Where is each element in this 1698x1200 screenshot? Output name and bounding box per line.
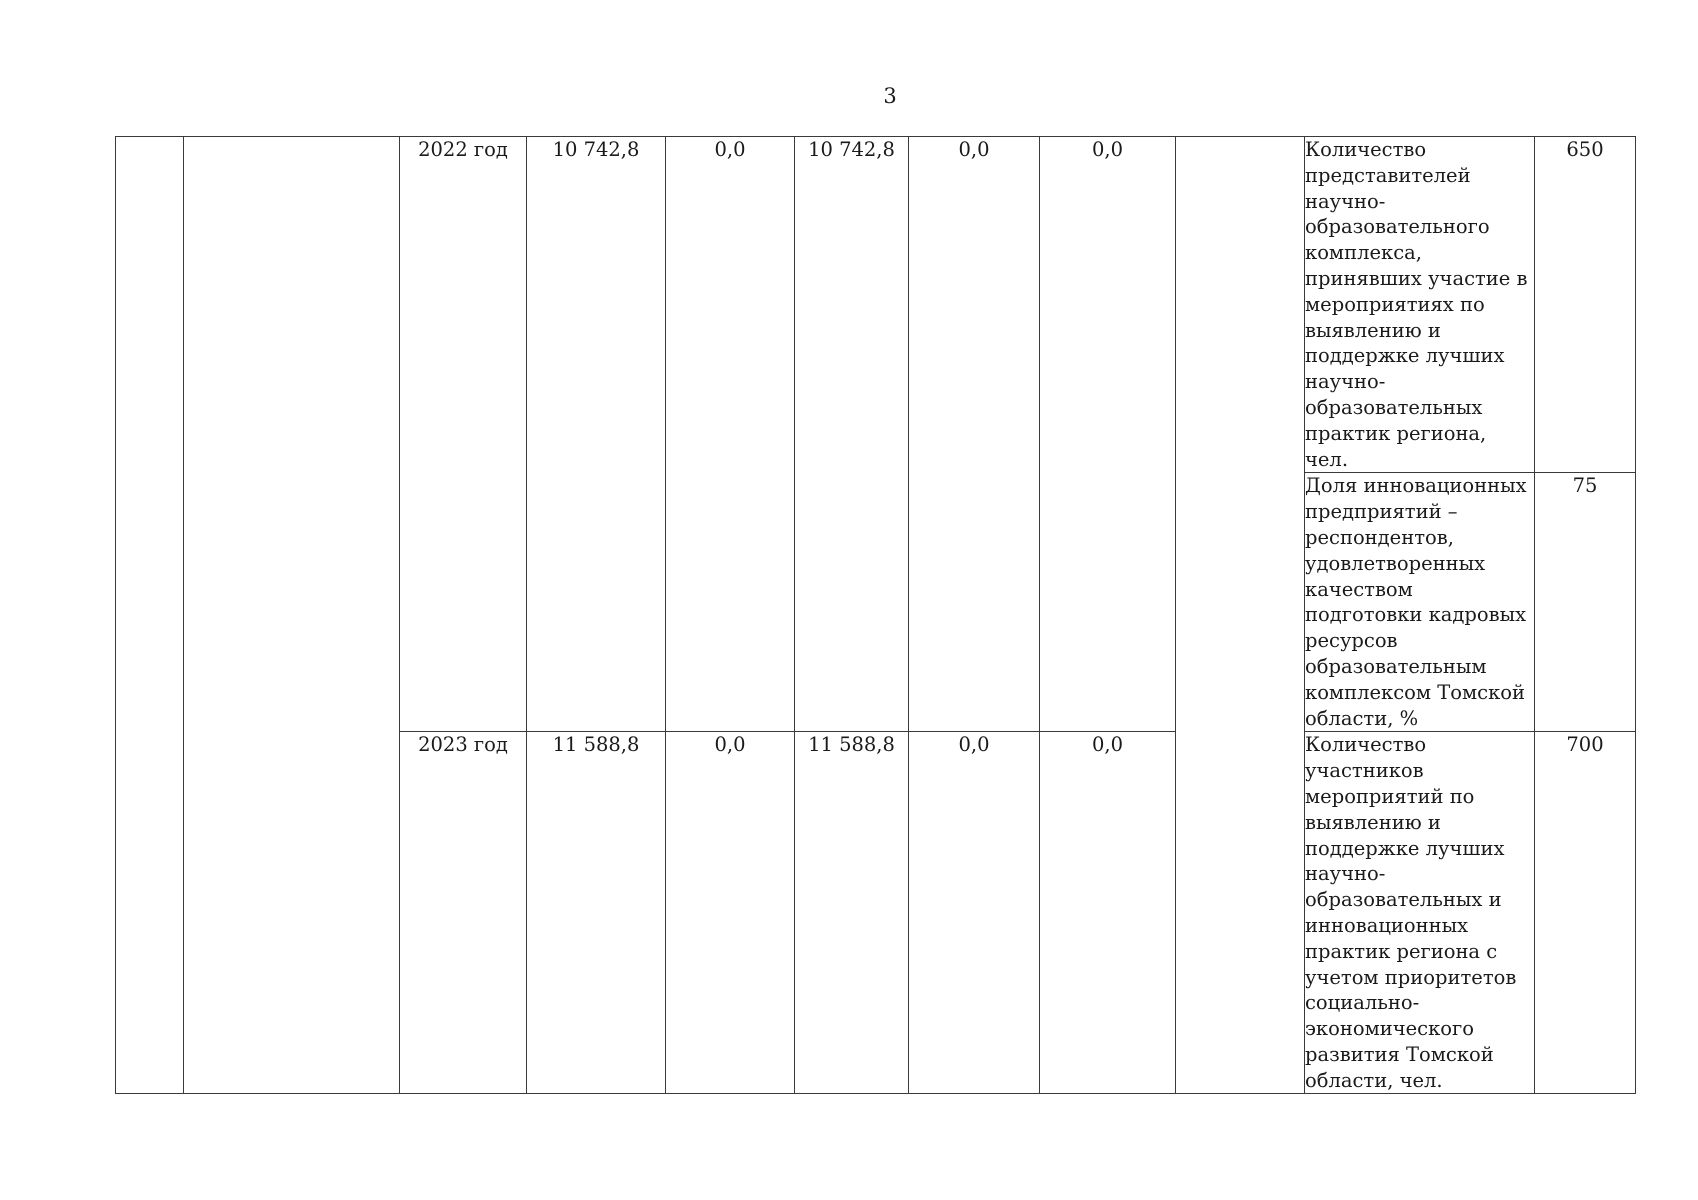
indicator-value: 700: [1535, 732, 1636, 1094]
empty-cell-name: [184, 137, 400, 1094]
year-cell: 2022 год: [400, 137, 527, 732]
local-budget-cell: 0,0: [909, 137, 1040, 732]
indicator-name: Количество представителей научно-образовательного комплекса, принявших участие в мероприятиях по выявлению и поддержке лучших научно-образовательных практик региона, чел.: [1305, 137, 1535, 473]
regional-budget-cell: 10 742,8: [795, 137, 909, 732]
page-number: 3: [883, 84, 897, 108]
total-cell: 10 742,8: [527, 137, 666, 732]
indicator-value: 650: [1535, 137, 1636, 473]
indicator-value: 75: [1535, 473, 1636, 732]
budget-table: [115, 136, 1636, 1094]
total-cell: 11 588,8: [527, 732, 666, 1094]
federal-budget-cell: 0,0: [666, 732, 795, 1094]
other-sources-cell: 0,0: [1040, 137, 1176, 732]
empty-cell-executor: [1176, 137, 1305, 1094]
other-sources-cell: 0,0: [1040, 732, 1176, 1094]
federal-budget-cell: 0,0: [666, 137, 795, 732]
regional-budget-cell: 11 588,8: [795, 732, 909, 1094]
empty-cell-number: [116, 137, 184, 1094]
indicator-name: Количество участников мероприятий по выявлению и поддержке лучших научно-образовательных и инновационных практик региона с учетом приоритетов социально-экономического развития Томской области, чел.: [1305, 732, 1535, 1094]
year-cell: 2023 год: [400, 732, 527, 1094]
table-row: [116, 137, 1636, 473]
local-budget-cell: 0,0: [909, 732, 1040, 1094]
indicator-name: Доля инновационных предприятий – респондентов, удовлетворенных качеством подготовки кадровых ресурсов образовательным комплексом Томской области, %: [1305, 473, 1535, 732]
